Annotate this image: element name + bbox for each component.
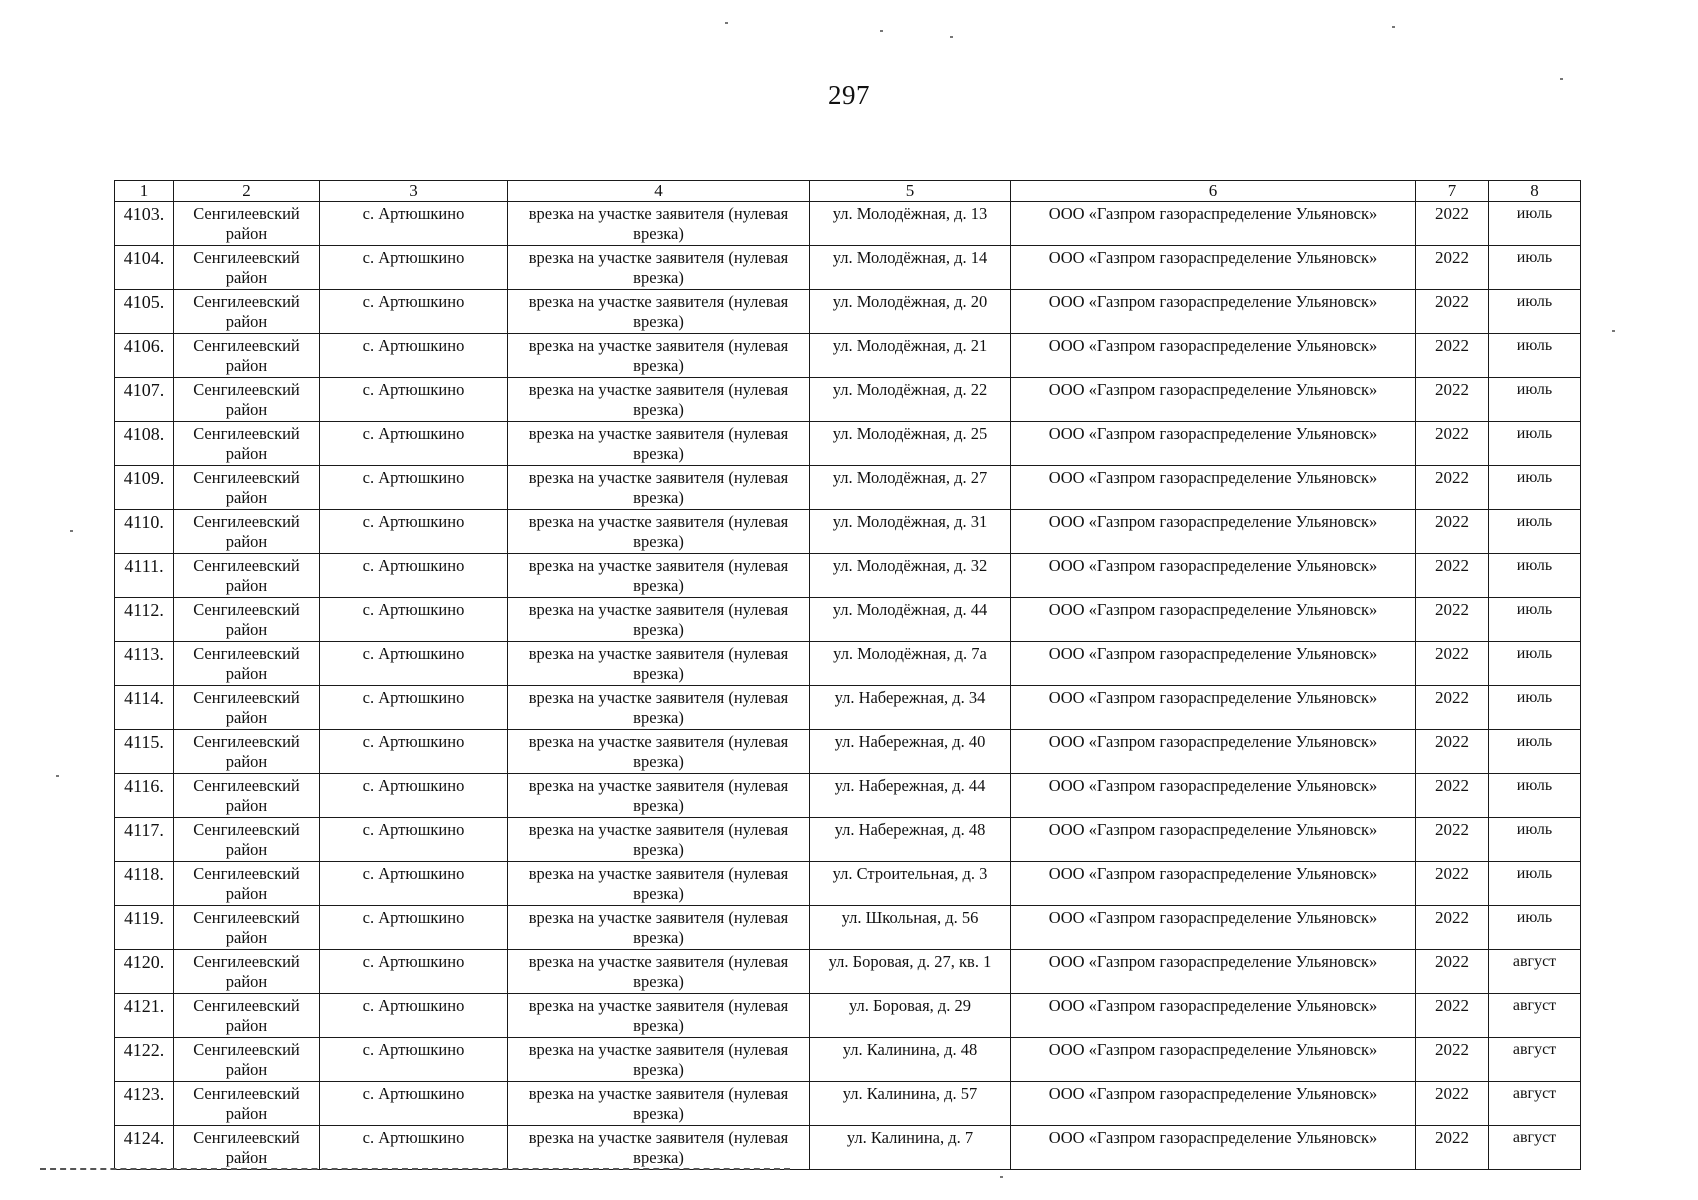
- cell-organization: ООО «Газпром газораспределение Ульяновск»: [1011, 422, 1416, 466]
- cell-organization: ООО «Газпром газораспределение Ульяновск»: [1011, 862, 1416, 906]
- cell-work-type: врезка на участке заявителя (нулевая врезка): [508, 686, 810, 730]
- cell-settlement: с. Артюшкино: [320, 466, 508, 510]
- cell-year: 2022: [1416, 862, 1489, 906]
- cell-settlement: с. Артюшкино: [320, 334, 508, 378]
- table-row: [115, 1038, 1581, 1082]
- cell-work-type: врезка на участке заявителя (нулевая врезка): [508, 290, 810, 334]
- cell-work-type: врезка на участке заявителя (нулевая врезка): [508, 906, 810, 950]
- cell-year: 2022: [1416, 906, 1489, 950]
- cell-work-type: врезка на участке заявителя (нулевая врезка): [508, 818, 810, 862]
- cell-settlement: с. Артюшкино: [320, 906, 508, 950]
- cell-number: 4115.: [115, 730, 174, 774]
- cell-number: 4109.: [115, 466, 174, 510]
- cell-number: 4118.: [115, 862, 174, 906]
- cell-address: ул. Молодёжная, д. 44: [810, 598, 1011, 642]
- cell-settlement: с. Артюшкино: [320, 774, 508, 818]
- cell-work-type: врезка на участке заявителя (нулевая врезка): [508, 1038, 810, 1082]
- cell-year: 2022: [1416, 598, 1489, 642]
- cell-district: Сенгилеевский район: [174, 378, 320, 422]
- cell-year: 2022: [1416, 466, 1489, 510]
- cell-organization: ООО «Газпром газораспределение Ульяновск»: [1011, 1038, 1416, 1082]
- column-header: 2: [174, 181, 320, 202]
- cell-month: июль: [1489, 862, 1581, 906]
- cell-district: Сенгилеевский район: [174, 246, 320, 290]
- table-row: [115, 1082, 1581, 1126]
- cell-work-type: врезка на участке заявителя (нулевая врезка): [508, 1082, 810, 1126]
- cell-organization: ООО «Газпром газораспределение Ульяновск»: [1011, 730, 1416, 774]
- cell-work-type: врезка на участке заявителя (нулевая врезка): [508, 510, 810, 554]
- table-row: [115, 642, 1581, 686]
- cell-settlement: с. Артюшкино: [320, 202, 508, 246]
- cell-organization: ООО «Газпром газораспределение Ульяновск»: [1011, 774, 1416, 818]
- cell-work-type: врезка на участке заявителя (нулевая врезка): [508, 202, 810, 246]
- cell-year: 2022: [1416, 818, 1489, 862]
- cell-year: 2022: [1416, 994, 1489, 1038]
- cell-organization: ООО «Газпром газораспределение Ульяновск»: [1011, 818, 1416, 862]
- cell-organization: ООО «Газпром газораспределение Ульяновск»: [1011, 1126, 1416, 1170]
- cell-district: Сенгилеевский район: [174, 642, 320, 686]
- cell-address: ул. Молодёжная, д. 25: [810, 422, 1011, 466]
- cell-work-type: врезка на участке заявителя (нулевая врезка): [508, 950, 810, 994]
- table-row: [115, 334, 1581, 378]
- column-header: 3: [320, 181, 508, 202]
- cell-district: Сенгилеевский район: [174, 818, 320, 862]
- cell-month: июль: [1489, 642, 1581, 686]
- table-row: [115, 554, 1581, 598]
- cell-settlement: с. Артюшкино: [320, 994, 508, 1038]
- column-header: 4: [508, 181, 810, 202]
- cell-settlement: с. Артюшкино: [320, 246, 508, 290]
- cell-year: 2022: [1416, 334, 1489, 378]
- header-row: [115, 181, 1581, 202]
- cell-work-type: врезка на участке заявителя (нулевая врезка): [508, 554, 810, 598]
- cell-settlement: с. Артюшкино: [320, 1082, 508, 1126]
- cell-month: август: [1489, 950, 1581, 994]
- cell-month: июль: [1489, 290, 1581, 334]
- cell-district: Сенгилеевский район: [174, 862, 320, 906]
- cell-district: Сенгилеевский район: [174, 466, 320, 510]
- cell-address: ул. Школьная, д. 56: [810, 906, 1011, 950]
- cell-work-type: врезка на участке заявителя (нулевая врезка): [508, 422, 810, 466]
- cell-organization: ООО «Газпром газораспределение Ульяновск»: [1011, 950, 1416, 994]
- cell-settlement: с. Артюшкино: [320, 510, 508, 554]
- scan-speck: [1392, 26, 1395, 28]
- cell-organization: ООО «Газпром газораспределение Ульяновск»: [1011, 334, 1416, 378]
- data-table: [114, 180, 1581, 1170]
- cell-address: ул. Набережная, д. 40: [810, 730, 1011, 774]
- table-row: [115, 818, 1581, 862]
- cell-district: Сенгилеевский район: [174, 950, 320, 994]
- cell-settlement: с. Артюшкино: [320, 642, 508, 686]
- cell-district: Сенгилеевский район: [174, 1126, 320, 1170]
- scan-speck: [725, 22, 728, 24]
- table-row: [115, 774, 1581, 818]
- cell-settlement: с. Артюшкино: [320, 1038, 508, 1082]
- cell-month: июль: [1489, 510, 1581, 554]
- cell-number: 4112.: [115, 598, 174, 642]
- cell-address: ул. Калинина, д. 57: [810, 1082, 1011, 1126]
- cell-year: 2022: [1416, 1038, 1489, 1082]
- cell-work-type: врезка на участке заявителя (нулевая врезка): [508, 642, 810, 686]
- cell-month: август: [1489, 1126, 1581, 1170]
- cell-address: ул. Молодёжная, д. 7а: [810, 642, 1011, 686]
- cell-month: август: [1489, 1038, 1581, 1082]
- cell-organization: ООО «Газпром газораспределение Ульяновск»: [1011, 994, 1416, 1038]
- cell-settlement: с. Артюшкино: [320, 686, 508, 730]
- cell-address: ул. Набережная, д. 44: [810, 774, 1011, 818]
- cell-organization: ООО «Газпром газораспределение Ульяновск»: [1011, 1082, 1416, 1126]
- cell-work-type: врезка на участке заявителя (нулевая врезка): [508, 774, 810, 818]
- cell-month: август: [1489, 994, 1581, 1038]
- column-header: 6: [1011, 181, 1416, 202]
- cell-district: Сенгилеевский район: [174, 730, 320, 774]
- cell-organization: ООО «Газпром газораспределение Ульяновск»: [1011, 202, 1416, 246]
- cell-year: 2022: [1416, 378, 1489, 422]
- cell-organization: ООО «Газпром газораспределение Ульяновск»: [1011, 246, 1416, 290]
- cell-address: ул. Молодёжная, д. 13: [810, 202, 1011, 246]
- cell-year: 2022: [1416, 202, 1489, 246]
- cell-work-type: врезка на участке заявителя (нулевая врезка): [508, 246, 810, 290]
- cell-month: июль: [1489, 466, 1581, 510]
- cell-address: ул. Боровая, д. 29: [810, 994, 1011, 1038]
- scan-speck: [1000, 1176, 1003, 1178]
- cell-year: 2022: [1416, 774, 1489, 818]
- cell-settlement: с. Артюшкино: [320, 862, 508, 906]
- table-row: [115, 1126, 1581, 1170]
- table-row: [115, 906, 1581, 950]
- cell-number: 4119.: [115, 906, 174, 950]
- cell-number: 4113.: [115, 642, 174, 686]
- cell-address: ул. Молодёжная, д. 27: [810, 466, 1011, 510]
- cell-organization: ООО «Газпром газораспределение Ульяновск»: [1011, 554, 1416, 598]
- cell-month: июль: [1489, 598, 1581, 642]
- table-row: [115, 422, 1581, 466]
- cell-district: Сенгилеевский район: [174, 422, 320, 466]
- cell-month: июль: [1489, 334, 1581, 378]
- cell-month: июль: [1489, 686, 1581, 730]
- cell-settlement: с. Артюшкино: [320, 554, 508, 598]
- cell-organization: ООО «Газпром газораспределение Ульяновск»: [1011, 378, 1416, 422]
- table-row: [115, 950, 1581, 994]
- cell-year: 2022: [1416, 246, 1489, 290]
- scan-speck: [880, 30, 883, 32]
- cell-year: 2022: [1416, 510, 1489, 554]
- cell-address: ул. Набережная, д. 34: [810, 686, 1011, 730]
- cell-work-type: врезка на участке заявителя (нулевая врезка): [508, 730, 810, 774]
- cell-settlement: с. Артюшкино: [320, 378, 508, 422]
- cell-district: Сенгилеевский район: [174, 1082, 320, 1126]
- cell-work-type: врезка на участке заявителя (нулевая врезка): [508, 1126, 810, 1170]
- cell-year: 2022: [1416, 554, 1489, 598]
- cell-work-type: врезка на участке заявителя (нулевая врезка): [508, 862, 810, 906]
- cell-number: 4124.: [115, 1126, 174, 1170]
- cell-settlement: с. Артюшкино: [320, 598, 508, 642]
- cell-district: Сенгилеевский район: [174, 994, 320, 1038]
- cell-settlement: с. Артюшкино: [320, 818, 508, 862]
- cell-year: 2022: [1416, 1082, 1489, 1126]
- cell-year: 2022: [1416, 422, 1489, 466]
- cell-number: 4121.: [115, 994, 174, 1038]
- cell-month: июль: [1489, 730, 1581, 774]
- cell-work-type: врезка на участке заявителя (нулевая врезка): [508, 466, 810, 510]
- cell-district: Сенгилеевский район: [174, 510, 320, 554]
- cell-month: июль: [1489, 246, 1581, 290]
- cell-settlement: с. Артюшкино: [320, 422, 508, 466]
- cell-number: 4108.: [115, 422, 174, 466]
- cell-organization: ООО «Газпром газораспределение Ульяновск»: [1011, 466, 1416, 510]
- cell-work-type: врезка на участке заявителя (нулевая врезка): [508, 334, 810, 378]
- cell-organization: ООО «Газпром газораспределение Ульяновск»: [1011, 686, 1416, 730]
- cell-work-type: врезка на участке заявителя (нулевая врезка): [508, 598, 810, 642]
- cell-month: июль: [1489, 818, 1581, 862]
- cell-address: ул. Строительная, д. 3: [810, 862, 1011, 906]
- cell-organization: ООО «Газпром газораспределение Ульяновск»: [1011, 598, 1416, 642]
- scan-speck: [56, 775, 59, 777]
- cell-organization: ООО «Газпром газораспределение Ульяновск»: [1011, 290, 1416, 334]
- scan-speck: [1560, 78, 1563, 80]
- column-header: 7: [1416, 181, 1489, 202]
- cell-number: 4103.: [115, 202, 174, 246]
- table-row: [115, 290, 1581, 334]
- scan-speck: [950, 36, 953, 38]
- cell-number: 4111.: [115, 554, 174, 598]
- cell-year: 2022: [1416, 730, 1489, 774]
- cell-year: 2022: [1416, 290, 1489, 334]
- table-row: [115, 730, 1581, 774]
- cell-district: Сенгилеевский район: [174, 202, 320, 246]
- cell-number: 4107.: [115, 378, 174, 422]
- cell-number: 4114.: [115, 686, 174, 730]
- cell-address: ул. Молодёжная, д. 20: [810, 290, 1011, 334]
- column-header: 8: [1489, 181, 1581, 202]
- cell-address: ул. Молодёжная, д. 31: [810, 510, 1011, 554]
- cell-address: ул. Молодёжная, д. 22: [810, 378, 1011, 422]
- cell-number: 4120.: [115, 950, 174, 994]
- table-body: [115, 202, 1581, 1170]
- cell-month: июль: [1489, 774, 1581, 818]
- cell-number: 4123.: [115, 1082, 174, 1126]
- table-row: [115, 466, 1581, 510]
- table-row: [115, 510, 1581, 554]
- cell-organization: ООО «Газпром газораспределение Ульяновск»: [1011, 642, 1416, 686]
- cell-address: ул. Молодёжная, д. 14: [810, 246, 1011, 290]
- cell-district: Сенгилеевский район: [174, 1038, 320, 1082]
- cell-district: Сенгилеевский район: [174, 598, 320, 642]
- cell-district: Сенгилеевский район: [174, 334, 320, 378]
- table-row: [115, 246, 1581, 290]
- cell-year: 2022: [1416, 642, 1489, 686]
- cell-month: август: [1489, 1082, 1581, 1126]
- cell-year: 2022: [1416, 950, 1489, 994]
- cell-address: ул. Боровая, д. 27, кв. 1: [810, 950, 1011, 994]
- cell-month: июль: [1489, 422, 1581, 466]
- table-row: [115, 598, 1581, 642]
- cell-settlement: с. Артюшкино: [320, 950, 508, 994]
- cell-number: 4106.: [115, 334, 174, 378]
- cell-number: 4117.: [115, 818, 174, 862]
- cell-number: 4105.: [115, 290, 174, 334]
- cell-settlement: с. Артюшкино: [320, 1126, 508, 1170]
- scan-speck: [70, 530, 73, 532]
- column-header: 1: [115, 181, 174, 202]
- cell-work-type: врезка на участке заявителя (нулевая врезка): [508, 378, 810, 422]
- page-number: 297: [828, 80, 870, 110]
- table-row: [115, 378, 1581, 422]
- scan-speck: [1612, 330, 1615, 332]
- cell-number: 4122.: [115, 1038, 174, 1082]
- cell-organization: ООО «Газпром газораспределение Ульяновск»: [1011, 906, 1416, 950]
- cell-district: Сенгилеевский район: [174, 290, 320, 334]
- table-row: [115, 994, 1581, 1038]
- cell-work-type: врезка на участке заявителя (нулевая врезка): [508, 994, 810, 1038]
- bottom-divider: [40, 1168, 790, 1170]
- cell-address: ул. Калинина, д. 7: [810, 1126, 1011, 1170]
- cell-number: 4116.: [115, 774, 174, 818]
- cell-district: Сенгилеевский район: [174, 686, 320, 730]
- cell-month: июль: [1489, 202, 1581, 246]
- cell-month: июль: [1489, 554, 1581, 598]
- cell-year: 2022: [1416, 1126, 1489, 1170]
- cell-year: 2022: [1416, 686, 1489, 730]
- table-row: [115, 686, 1581, 730]
- cell-number: 4110.: [115, 510, 174, 554]
- cell-district: Сенгилеевский район: [174, 774, 320, 818]
- cell-address: ул. Молодёжная, д. 21: [810, 334, 1011, 378]
- cell-district: Сенгилеевский район: [174, 554, 320, 598]
- column-header: 5: [810, 181, 1011, 202]
- cell-address: ул. Калинина, д. 48: [810, 1038, 1011, 1082]
- cell-settlement: с. Артюшкино: [320, 290, 508, 334]
- cell-month: июль: [1489, 906, 1581, 950]
- cell-number: 4104.: [115, 246, 174, 290]
- cell-address: ул. Набережная, д. 48: [810, 818, 1011, 862]
- cell-address: ул. Молодёжная, д. 32: [810, 554, 1011, 598]
- cell-settlement: с. Артюшкино: [320, 730, 508, 774]
- cell-district: Сенгилеевский район: [174, 906, 320, 950]
- cell-organization: ООО «Газпром газораспределение Ульяновск»: [1011, 510, 1416, 554]
- table-row: [115, 202, 1581, 246]
- table-row: [115, 862, 1581, 906]
- cell-month: июль: [1489, 378, 1581, 422]
